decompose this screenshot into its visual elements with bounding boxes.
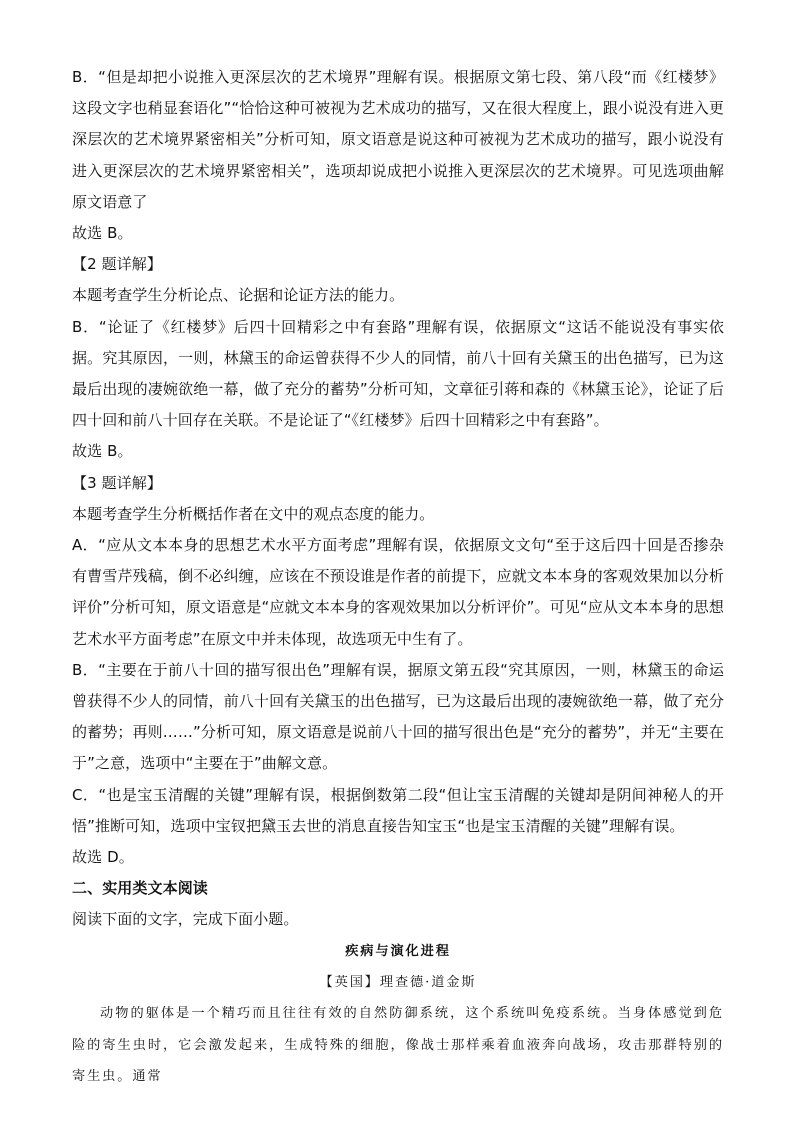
q3-intro: 本题考查学生分析概括作者在文中的观点态度的能力。 [72,504,435,523]
q2-option-b-analysis: B．“论证了《红楼梦》后四十回精彩之中有套路”理解有误，依据原文“这话不能说没有事实依据。究其原因，一则，林黛玉的命运曾获得不少人的同情，前八十回有关黛玉的出色描写，已为这最后出现的凄婉欲绝一幕，做了充分的蓄势”分析可知，文章征引蒋和森的《林黛玉论》，论证了后四十回和前八十回存在关联。不是论证了“《红楼梦》后四十回精彩之中有套路”。 [72,317,724,430]
q2-intro: 本题考查学生分析论点、论据和论证方法的能力。 [72,286,405,305]
reading-instruction: 阅读下面的文字，完成下面小题。 [72,910,299,929]
q3-answer: 故选 D。 [72,848,134,867]
q3-heading: 【3 题详解】 [72,473,163,492]
q3-option-c-analysis: C．“也是宝玉清醒的关键”理解有误，根据倒数第二段“但让宝玉清醒的关键却是阴间神秘人的开悟”推断可知，选项中宝钗把黛玉去世的消息直接告知宝玉“也是宝玉清醒的关键”理解有误。 [72,785,724,835]
passage-title: 疾病与演化进程 [345,943,451,959]
q3-option-b-analysis: B．“主要在于前八十回的描写很出色”理解有误，据原文第五段“究其原因，一则，林黛玉的命运曾获得不少人的同情，前八十回有关黛玉的出色描写，已为这最后出现的凄婉欲绝一幕，做了充分的蓄势；再则……”分析可知，原文语意是说前八十回的描写很出色是“充分的蓄势”，并无“主要在于”之意，选项中“主要在于”曲解文意。 [72,660,724,773]
q1-answer: 故选 B。 [72,224,133,243]
q2-heading: 【2 题详解】 [72,255,163,274]
document-content [72,62,724,1093]
q2-answer: 故选 B。 [72,442,133,461]
passage-author: 【英国】理查德·道金斯 [319,974,477,990]
passage-body: 动物的躯体是一个精巧而且往往有效的自然防御系统，这个系统叫免疫系统。当身体感觉到危险的寄生虫时，它会激发起来，生成特殊的细胞，像战士那样乘着血液奔向战场，攻击那群特别的寄生虫。通常 [72,1006,724,1085]
q3-option-a-analysis: A．“应从文本本身的思想艺术水平方面考虑”理解有误，依据原文文句“至于这后四十回是否掺杂有曹雪芹残稿，倒不必纠缠，应该在不预设谁是作者的前提下，应就文本本身的客观效果加以分析评价”分析可知，原文语意是“应就文本本身的客观效果加以分析评价”。可见“应从文本本身的思想艺术水平方面考虑”在原文中并未体现，故选项无中生有了。 [72,536,724,648]
q1-option-b-analysis: B．“但是却把小说推入更深层次的艺术境界”理解有误。根据原文第七段、第八段“而《红楼梦》这段文字也稍显套语化”“恰恰这种可被视为艺术成功的描写，又在很大程度上，跟小说没有进入更深层次的艺术境界紧密相关”分析可知，原文语意是说这种可被视为艺术成功的描写，跟小说没有进入更深层次的艺术境界紧密相关”，选项却说成把小说推入更深层次的艺术境界。可见选项曲解原文语意了 [72,68,724,211]
section-heading: 二、实用类文本阅读 [72,879,208,898]
